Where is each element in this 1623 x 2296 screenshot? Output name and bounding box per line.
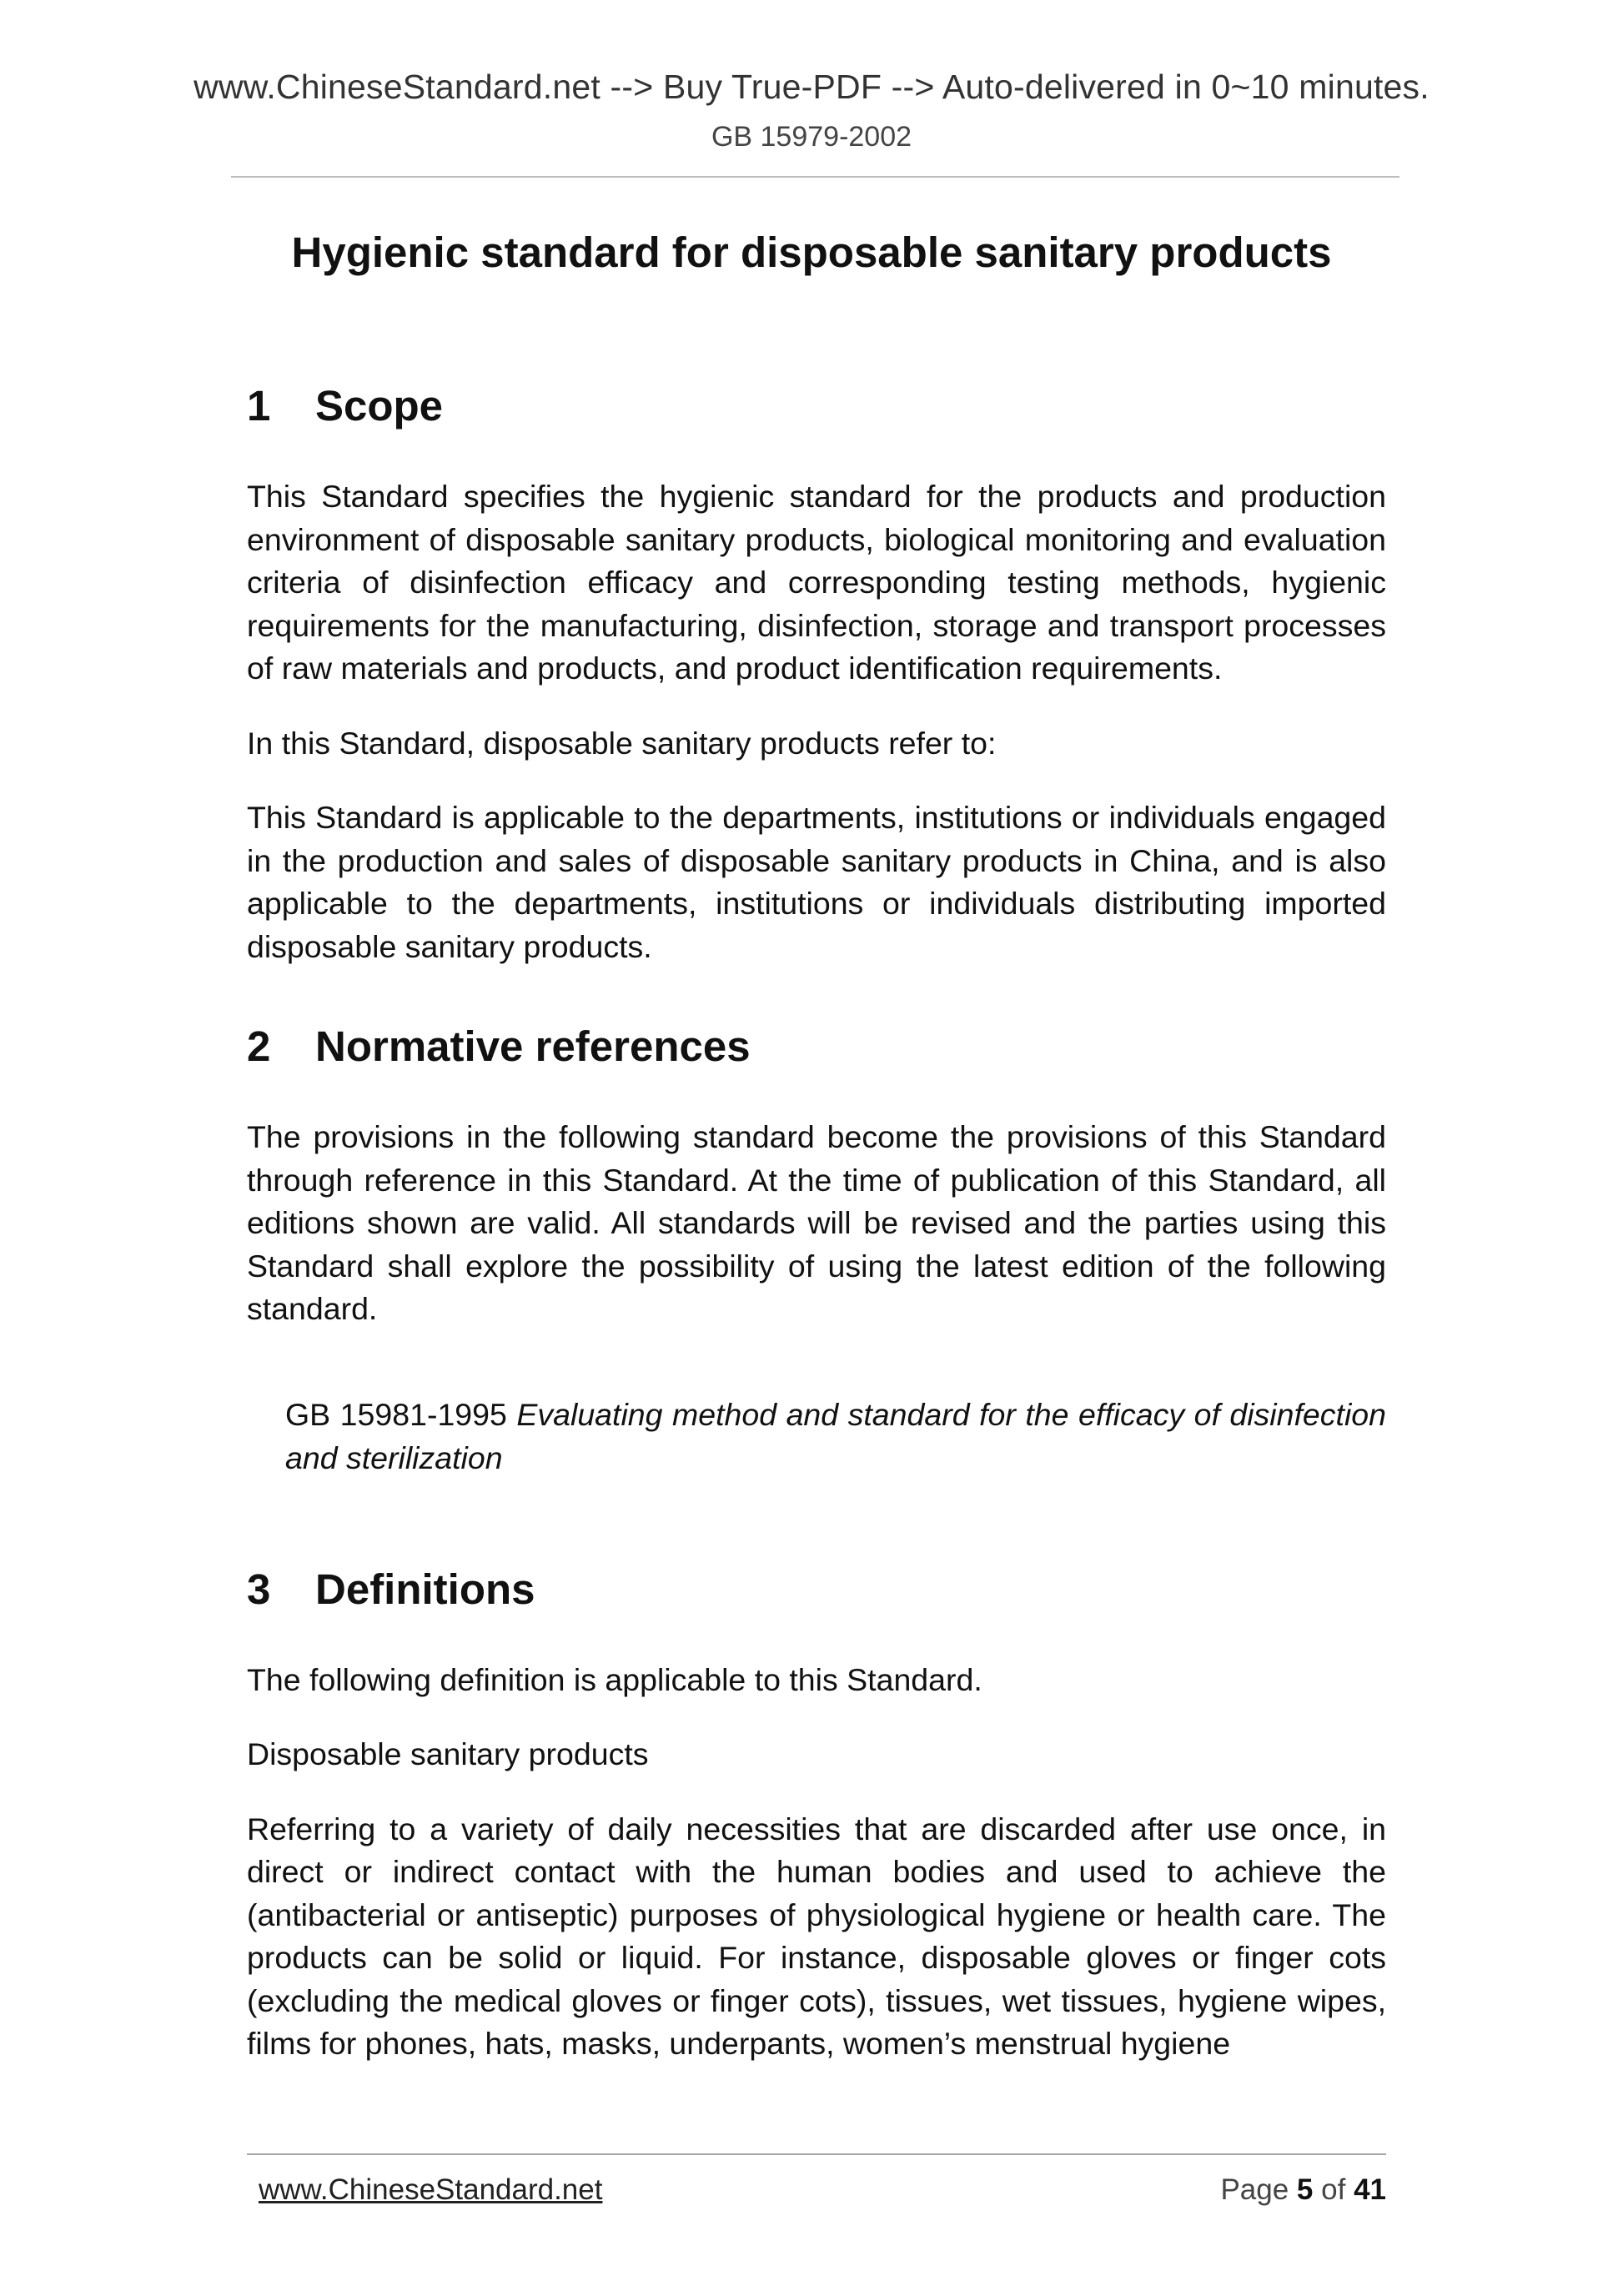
document-body	[247, 379, 1386, 2066]
header-divider	[231, 176, 1399, 178]
section-heading-definitions	[247, 1563, 1386, 1616]
footer-website-link[interactable]: www.ChineseStandard.net	[259, 2173, 603, 2206]
defined-term: Disposable sanitary products	[247, 1736, 649, 1771]
section-heading-normative-references	[247, 1020, 1386, 1073]
current-page: 5	[1296, 2173, 1314, 2206]
section-heading-scope	[247, 379, 1386, 433]
paragraph: The following definition is applicable to this Standard.	[247, 1661, 982, 1697]
section-number: 3	[247, 1565, 271, 1613]
page-number: Page 5 of 41	[1220, 2173, 1386, 2206]
document-title: Hygienic standard for disposable sanitary products	[291, 229, 1332, 276]
paragraph: This Standard is applicable to the departments, institutions or individuals engaged in the production and sales of disposable sanitary products in China, and is also applicable to the departments, institutions or individuals distributing imported disposable sanitary products.	[247, 800, 1386, 964]
paragraph: This Standard specifies the hygienic standard for the products and production environment of disposable sanitary products, biological monitoring and evaluation criteria of disinfection efficacy and corresponding testing methods, hygienic requirements for the manufacturing, disinfection, storage and transport processes of raw materials and products, and product identification requirements.	[247, 479, 1386, 686]
header-banner: www.ChineseStandard.net --> Buy True-PDF --> Auto-delivered in 0~10 minutes.	[193, 68, 1430, 106]
section-number: 2	[247, 1022, 271, 1070]
section-title: Scope	[315, 382, 444, 430]
reference-code: GB 15981-1995	[285, 1397, 507, 1432]
paragraph: Referring to a variety of daily necessities that are discarded after use once, in direct or indirect contact with the human bodies and used to achieve the (antibacterial or antiseptic) purposes of physiological hygiene or health care. The products can be solid or liquid. For instance, disposable gloves or finger cots (excluding the medical gloves or finger cots), tissues, wet tissues, hygiene wipes, films for phones, hats, masks, underpants, women’s menstrual hygiene	[247, 1811, 1386, 2061]
section-number: 1	[247, 382, 271, 430]
reference-title: Evaluating method and standard for the efficacy of disinfection and sterilization	[285, 1397, 1386, 1475]
paragraph: The provisions in the following standard become the provisions of this Standard through reference in this Standard. At the time of publication of this Standard, all editions shown are valid. All standards will be revised and the parties using this Standard shall explore the possibility of using the latest edition of the following standard.	[247, 1119, 1386, 1326]
section-title: Normative references	[315, 1022, 751, 1070]
total-pages: 41	[1354, 2173, 1386, 2206]
standard-code: GB 15979-2002	[711, 121, 912, 153]
footer-divider	[247, 2153, 1386, 2155]
paragraph: In this Standard, disposable sanitary products refer to:	[247, 725, 997, 761]
reference-entry	[285, 1394, 1386, 1480]
section-title: Definitions	[315, 1565, 535, 1613]
